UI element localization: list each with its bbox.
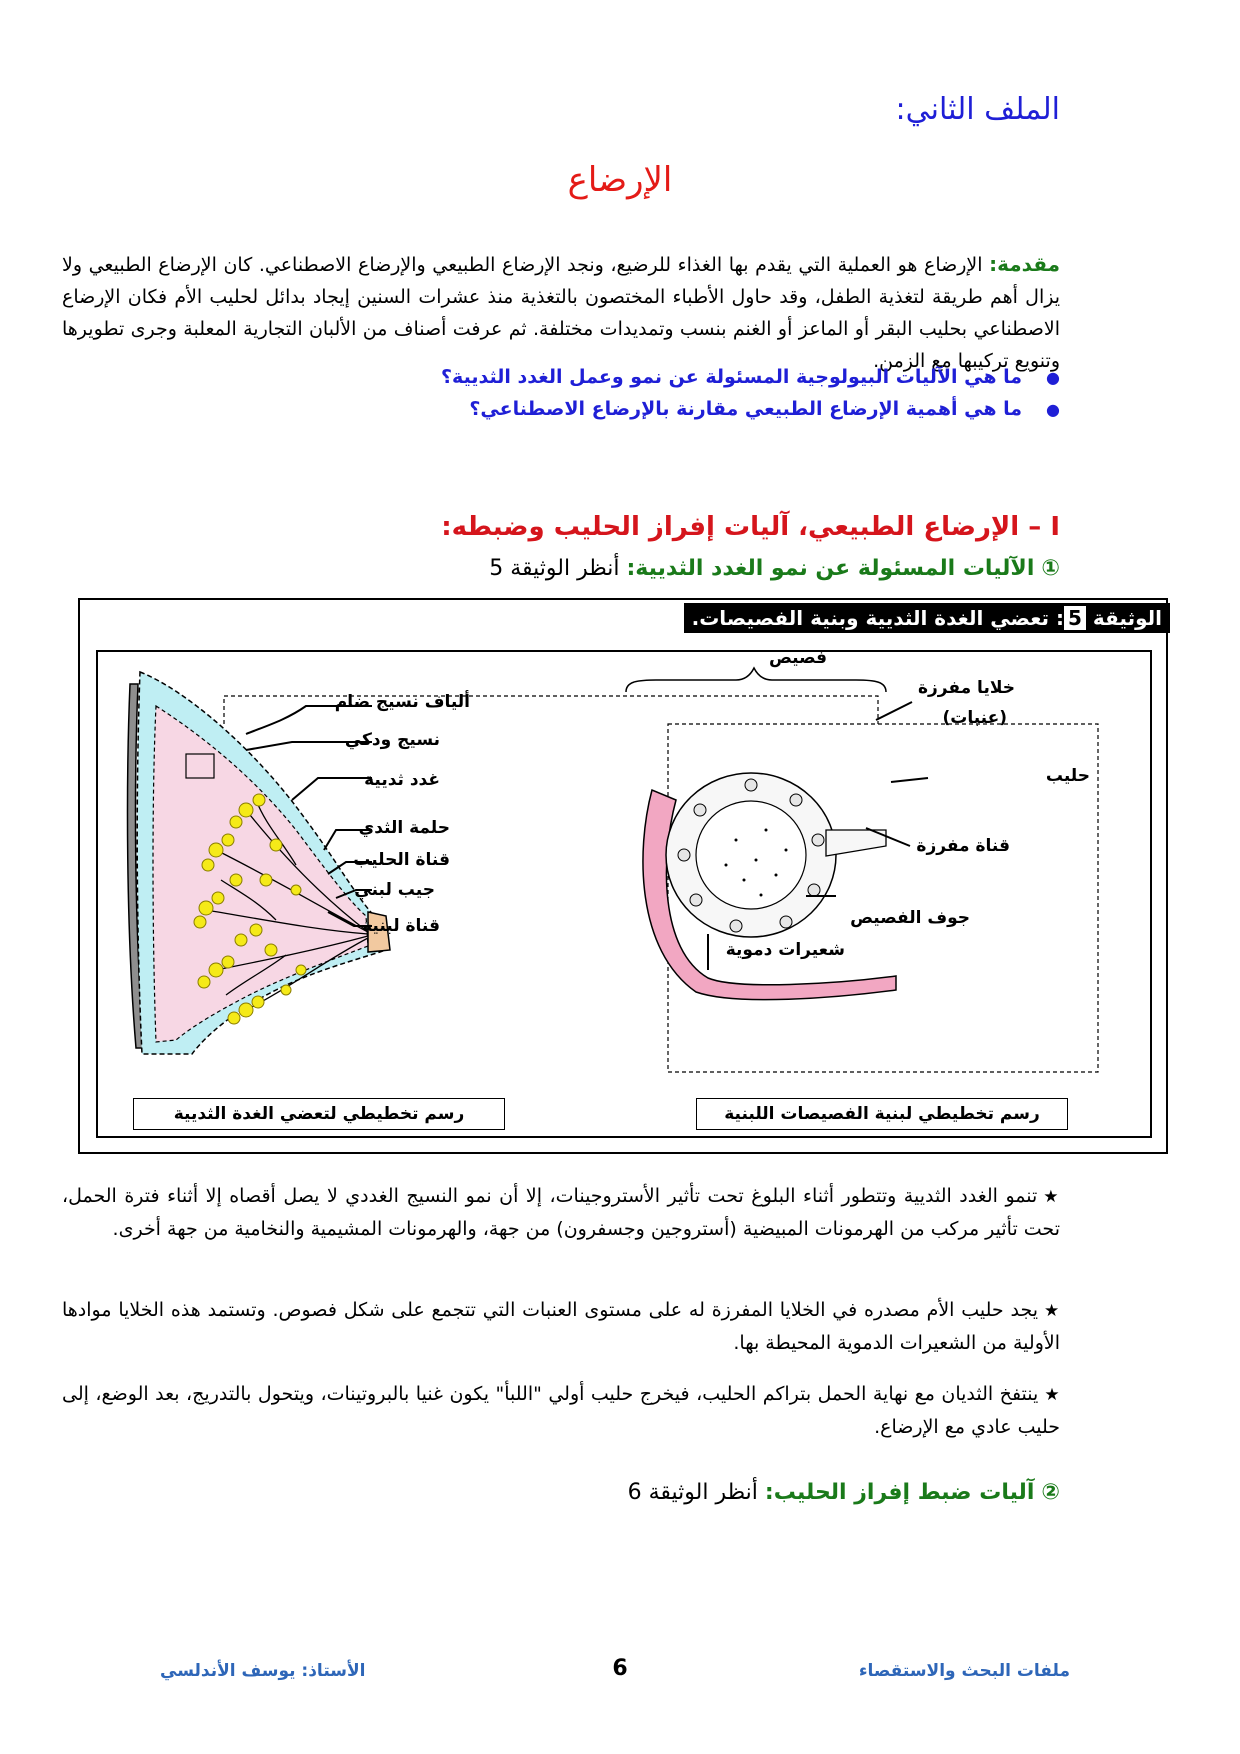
caption-lobule-structure: رسم تخطيطي لبنية الفصيصات اللبنية	[696, 1098, 1068, 1130]
circled-one-icon: ①	[1041, 556, 1060, 581]
label-fatty-tissue: نسيج ودكي	[344, 730, 440, 750]
footer-series-title: ملفات البحث والاستقصاء	[858, 1661, 1070, 1681]
section-1-title: I – الإرضاع الطبيعي، آليات إفراز الحليب وضبطه:	[441, 512, 1060, 542]
label-mammary-glands: غدد ثديية	[364, 770, 440, 790]
label-lobule-cavity: جوف الفصيص	[850, 908, 970, 928]
intro-paragraph	[62, 248, 1060, 377]
label-milk: حليب	[1045, 766, 1090, 786]
footer-author: الأستاذ: يوسف الأندلسي	[160, 1661, 366, 1681]
file-title: الملف الثاني:	[895, 92, 1060, 127]
lobule-brace	[626, 668, 886, 692]
subsection-1-ref: أنظر الوثيقة 5	[489, 556, 620, 581]
label-milk-duct: قناة الحليب	[353, 850, 450, 870]
page-number: 6	[612, 1656, 628, 1681]
caption-breast-organization: رسم تخطيطي لتعضي الغدة الثديية	[133, 1098, 505, 1130]
question-2	[469, 398, 1060, 420]
subsection-2-title: آليات ضبط إفراز الحليب:	[764, 1480, 1035, 1505]
bullet-icon: ●	[1046, 400, 1060, 419]
intro-text: الإرضاع هو العملية التي يقدم بها الغذاء للرضيع، ونجد الإرضاع الطبيعي والإرضاع الاصطناعي. كان الإرضاع الطبيعي ولا يزال أهم طريقة لتغذية الطفل، وقد حاول الأطباء المختصون بالتغذية منذ عشرات السنين إيجاد بدائل لحليب الأم فكان الإرضاع الاصطناعي بحليب البقر أو الماعز أو الغنم بنسب وتمديدات مختلفة. ثم عرفت أصناف من الألبان التجارية المعلبة وجرى تطويرها وتنويع تركيبها مع الزمن.	[62, 254, 1060, 372]
secretory-duct	[826, 830, 886, 856]
label-blood-capillaries: شعيرات دموية	[725, 940, 845, 960]
label-secretory-cells: خلايا مفرزة	[917, 678, 1015, 698]
label-acini: (عنبات)	[942, 708, 1007, 728]
paragraph-2-text: يجد حليب الأم مصدره في الخلايا المفرزة له على مستوى العنبات التي تتجمع على شكل فصوص. وتستمد هذه الخلايا موادها الأولية من الشعيرات الدموية المحيطة بها.	[62, 1299, 1060, 1354]
subsection-2-ref: أنظر الوثيقة 6	[627, 1480, 758, 1505]
lobule-cavity	[696, 801, 806, 909]
document-label-number: 5	[1064, 606, 1086, 630]
document-label-title: : تعضي الغدة الثديية وبنية الفصيصات.	[691, 606, 1064, 630]
label-secretory-duct: قناة مفرزة	[916, 836, 1010, 856]
label-nipple: حلمة الثدي	[358, 818, 450, 838]
bullet-icon: ●	[1046, 368, 1060, 387]
star-icon: ★	[1043, 1187, 1060, 1207]
paragraph-2	[62, 1294, 1060, 1359]
label-lactiferous-duct: قناة لبنية	[362, 916, 440, 936]
intro-label: مقدمة:	[989, 252, 1060, 276]
document-label-prefix: الوثيقة	[1092, 606, 1162, 630]
star-icon: ★	[1044, 1385, 1060, 1405]
question-2-text: ما هي أهمية الإرضاع الطبيعي مقارنة بالإرضاع الاصطناعي؟	[469, 398, 1023, 420]
label-connective-fibers: ألياف نسيج ضام	[334, 692, 470, 712]
label-milk-sinus: جيب لبني	[354, 880, 435, 900]
star-icon: ★	[1044, 1301, 1060, 1321]
main-title: الإرضاع	[567, 160, 673, 200]
question-1	[441, 366, 1060, 388]
paragraph-3	[62, 1378, 1060, 1443]
circled-two-icon: ②	[1041, 1480, 1060, 1505]
paragraph-1-text: تنمو الغدد الثديية وتتطور أثناء البلوغ تحت تأثير الأستروجينات، إلا أن نمو النسيج الغددي لا يصل أقصاه إلا أثناء فترة الحمل، تحت تأثير مركب من الهرمونات المبيضية (أستروجين وجسفرون) من جهة، والهرمونات المشيمية والنخامية من جهة أخرى.	[62, 1185, 1060, 1240]
subsection-1-heading	[489, 556, 1060, 581]
paragraph-3-text: ينتفخ الثديان مع نهاية الحمل بتراكم الحليب، فيخرج حليب أولي "اللبأ" يكون غنيا بالبروتينات، ويتحول بالتدريج، بعد الوضع، إلى حليب عادي مع الإرضاع.	[62, 1383, 1060, 1438]
paragraph-1	[62, 1180, 1060, 1245]
subsection-1-title: الآليات المسئولة عن نمو الغدد الثديية:	[626, 556, 1035, 581]
label-lobule: فصيص	[768, 648, 827, 668]
document-5-label	[684, 603, 1170, 633]
question-1-text: ما هي الآليات البيولوجية المسئولة عن نمو وعمل الغدد الثديية؟	[441, 366, 1023, 388]
zoom-dashed-line	[224, 696, 878, 724]
subsection-2-heading	[628, 1480, 1060, 1505]
